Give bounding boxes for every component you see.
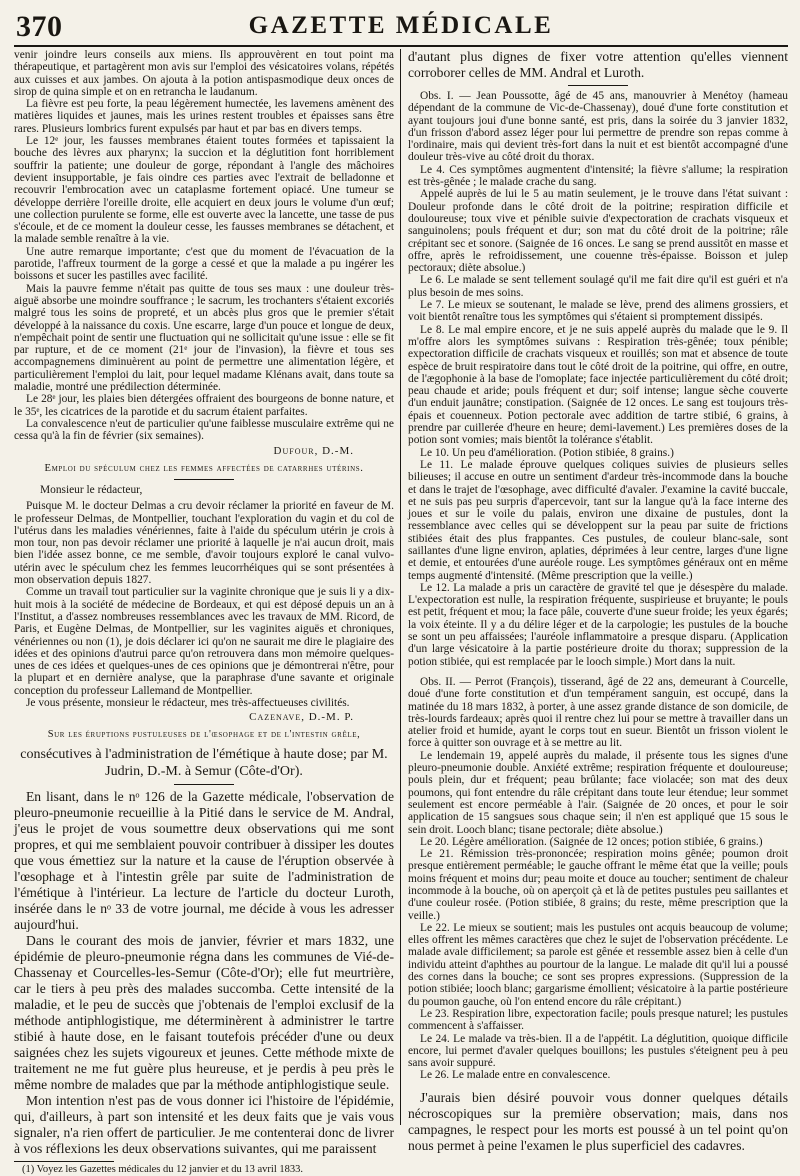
paragraph: Le 21. Rémission très-prononcée; respiration moins gênée; poumon droit presque entièrement perméable; le gauche offrant le même état que la veille; pouls moins fréquent et moins dur; peau moite et douce au toucher; sentiment de chaleur incommode à la bouche, où on aperçoit çà et là de petites pustules peu saillantes et d'une couleur rosée. (Potion stibiée, 8 grains; du reste, même prescription que la veille.): [408, 848, 788, 922]
spacer: [408, 668, 788, 676]
paragraph: Le 26. Le malade entre en convalescence.: [420, 1069, 611, 1082]
divider: [568, 85, 628, 86]
paragraph: La convalescence n'eut de particulier qu'une faiblesse musculaire extrême qui ne cessa qu'à la fin de février (six semaines).: [14, 417, 394, 443]
paragraph: En lisant, dans le nᵒ 126 de la Gazette médicale, l'observation de pleuro-pneumonie recueillie à la Pitié dans le service de M. Andral, j'eus le projet de vous soumettre deux observations qui me sont propres, et qui me semblaient pouvoir contribuer à dissiper les doutes que vous émettiez sur la nature et la cause de l'éruption observée à l'œsophage et à l'intestin grêle par suite de l'administration de l'émétique à l'intérieur. La lecture de l'article du docteur Luroth, insérée dans le nᵒ 33 de votre journal, me décide à vous les adresser aujourd'hui.: [14, 788, 394, 932]
paragraph: Le 22. Le mieux se soutient; mais les pustules ont acquis beaucoup de volume; elles offrent les mêmes caractères que chez le sujet de l'observation précédente. Le malade avale difficilement; sa parole est gênée et ressemble assez bien à celle d'un individu atteint d'aphthes au pourtour de la langue. Le malade dit qu'il lui a poussé des cornes dans la bouche; ce sont ses propres expressions. (Suppression de la potion stibiée; looch blanc; gargarisme émollient; vésicatoire à la partie postérieure du poumon gauche, où l'on entend encore du râle crépitant.): [408, 921, 788, 1008]
observation-paragraph: Obs. I. — Jean Poussotte, âgé de 45 ans, manouvrier à Menétoy (hameau dépendant de la commune de Vic-de-Chassenay), doué d'une forte constitution et ayant toujours joui d'une bonne santé, est pris, dans la soirée du 3 janvier 1832, d'un frisson d'abord assez léger pour lui permettre de prendre son repas comme à l'ordinaire, mais qui devient très-fort dans la nuit et est bientôt accompagné d'une douleur très-vive au côté droit du thorax.: [408, 90, 788, 164]
author-signature: Cazenave, D.-M. P.: [249, 711, 354, 724]
paragraph: Dans le courant des mois de janvier, février et mars 1832, une épidémie de pleuro-pneumonie régna dans les communes de Vié-de-Chassenay et Courcelles-les-Semur (Côte-d'Or); elle fut meurtrière, car le tiers à peu près des malades succomba. Cette intensité de la maladie, et le peu de succès que j'obtenais de l'emploi exclusif de la méthode antiphlogistique, me déterminèrent à administrer le tartre stibié à haute dose, en le faisant toutefois précéder d'une ou deux saignées chez les sujets vigoureux et jeunes. Cette méthode mixte de traitement ne me fut guère plus heureuse, et je perdis à peu près le même nombre de malades que par la méthode antiphlogistique seule.: [14, 932, 394, 1092]
paragraph: Mais la pauvre femme n'était pas quitte de tous ses maux : une douleur très-aiguë absorbe une moindre souffrance ; le sacrum, les trochanters s'étaient excoriés malgré tous les soins de propreté, et un abcès plus gros que le premier s'était développé à la naissance du coxis. Une escarre, large d'un pouce et longue de deux, n'empêchait point de sentir une fluctuation qui ne sollicitait qu'une issue : elle se fit par rupture, et de ce moment (21ᵉ jour de l'invasion), la fièvre et tous ses accompagnemens diminuèrent au point de permettre une alimentation légère, et particulièrement l'emploi du lait, pour lequel madame Klénans avait, dans toute sa maladie, montré une prédilection déterminée.: [14, 282, 394, 394]
paragraph: Le 20. Légère amélioration. (Saignée de 12 onces; potion stibiée, 6 grains.): [420, 835, 763, 848]
paragraph: Puisque M. le docteur Delmas a cru devoir réclamer la priorité en faveur de M. le professeur Delmas, de Montpellier, touchant l'exploration du vagin et du col de l'utérus dans les maladies vénériennes, faite à l'aide du spéculum utérin je crois à mon tour, non pas devoir réclamer une priorité à laquelle je n'ai aucun droit, mais bien l'idée assez bonne, ce me semble, d'avoir toujours exploré le canal vulvo-utérin avec le spéculum chez les femmes leucorrhéiques qui se sont présentées à mon observation depuis 1827.: [14, 500, 394, 587]
divider: [174, 479, 234, 480]
salutation: Monsieur le rédacteur,: [40, 484, 143, 496]
page-number: 370: [16, 10, 63, 43]
paragraph: Le 12ᵉ jour, les fausses membranes étaient toutes formées et tapissaient la bouche des lèvres aux pharynx; la succion et la déglutition font horriblement souffrir la patiente; une douleur de gorge, répondant à l'angle des mâchoires devient insupportable, je fais oindre ces parties avec l'extrait de belladonne et recouvrir l'embrocation avec un cataplasme fortement opiacé. Une tumeur se développe derrière l'oreille droite, elle acquiert en deux jours le volume d'un œuf; une collection purulente se forme, elle est ouverte avec la lancette, une tasse de pus s'écoule, et de ce moment la douleur cesse, les fausses membranes se détachent, et la malade semble renaître à la vie.: [14, 135, 394, 246]
paragraph: Mon intention n'est pas de vous donner ici l'histoire de l'épidémie, qui, d'ailleurs, à part son intensité et les deux faits que je vais vous signaler, n'a rien offert de particulier. Je me contenterai donc de livrer à vos réflexions les deux observations suivantes, qui me paraissent: [14, 1092, 394, 1156]
paragraph: Une autre remarque importante; c'est que du moment de l'évacuation de la parotide, l'affreux tourment de la gorge a cessé et que la malade a pu ingérer les boissons et sucer les pastilles avec facilité.: [14, 245, 394, 283]
paragraph: La fièvre est peu forte, la peau légèrement humectée, les lavemens amènent des matières liquides et jaunes, mais les urines restent troubles et épaisses sans être rares. Plusieurs lombrics furent expulsés par haut et par bas en divers temps.: [14, 98, 394, 135]
paragraph: Le 8. Le mal empire encore, et je ne suis appelé auprès du malade que le 9. Il m'offre alors les symptômes suivans : Respiration très-gênée; toux pénible; expectoration difficile de crachats visqueux et rouillés; son mat et absence de toute espèce de bruit respiratoire dans tout le côté droit de la poitrine, qui offre, en outre, de l'ægophonie à la base de l'omoplate; face injectée particulièrement du côté droit; peau chaude et aride; pouls fréquent et dur; soif intense; langue sèche couverte d'un enduit jaunâtre; constipation. (Saignée de 12 onces. Le sang est toujours très-épais et couenneux. Potion pectorale avec addition de tartre stibié, 6 grains, à prendre par cuillerée d'heure en heure; demi-lavement.) Les premières doses de la potion sont vomies; mais bientôt la tolérance s'établit.: [408, 323, 788, 447]
paragraph: Appelé auprès de lui le 5 au matin seulement, je le trouve dans l'état suivant : Douleur profonde dans le côté droit de la poitrine; respiration difficile et douloureuse; toux vive et pénible suivie d'expectoration de crachats visqueux et sanguinolens; pouls fréquent et dur; son mat du côté droit de la poitrine; râle crépitant sec et sonore. (Saignée de 16 onces. Le sang se prend aussitôt en masse et offre, après le refroidissement, une couenne très-épaisse. Boisson et julep pectoraux; diète absolue.): [408, 188, 788, 275]
right-column: [400, 49, 788, 1153]
paragraph: d'autant plus dignes de fixer votre attention qu'elles viennent corroborer celles de MM. Andral et Luroth.: [408, 49, 788, 80]
article-title-line2: consécutives à l'administration de l'émétique à haute dose; par M. Judrin, D.-M. à Semur (Côte-d'Or).: [20, 746, 388, 779]
section-title: Emploi du spéculum chez les femmes affectées de catarrhes utérins.: [44, 462, 364, 474]
footnote-rule: [14, 1161, 114, 1162]
article-title-line1: Sur les éruptions pustuleuses de l'œsophage et de l'intestin grêle,: [47, 729, 361, 741]
observation-paragraph: Obs. II. — Perrot (François), tisserand, âgé de 22 ans, demeurant à Courcelle, doué d'une forte constitution et d'un tempérament sanguin, est occupé, dans la matinée du 18 mars 1832, à porter, à une assez grande distance de son domicile, de très-lourds fardeaux; après quoi il rentre chez lui pour se mettre à travailler dans un atelier froid et humide, ayant le corps tout en sueur. Bientôt un frisson violent le force à quitter son ouvrage et à se mettre au lit.: [408, 675, 788, 750]
paragraph: Comme un travail tout particulier sur la vaginite chronique que je suis li y a dix-huit mois à la société de médecine de Bordeaux, et qui est déposé depuis un an à l'Institut, a d'assez nombreuses ressemblances avec les travaux de MM. Ricord, de Paris, et Eugène Delmas, de Montpellier, sur les vaginites aiguës et chroniques, vénériennes ou non (1), je dois déclarer ici qu'on ne saurait me dire le plagiaire des idées et des opinions d'autrui parce qu'on retrouvera dans mon mémoire quelques-unes de ces idées et quelques-unes de ces opinions que je démontrerai n'être, pour la plupart et en dernière analyse, que la paraphrase d'une savante et originale conception du professeur Lallemand de Montpellier.: [14, 586, 394, 697]
paragraph: Le 28ᵉ jour, les plaies bien détergées offraient des bourgeons de bonne nature, et le 35ᵉ, les cicatrices de la parotide et du sacrum étaient parfaites.: [14, 393, 394, 418]
paragraph: Le 7. Le mieux se soutenant, le malade se lève, prend des alimens grossiers, et voit bientôt renaître tous les symptômes qui s'étaient si promptement dissipés.: [408, 299, 788, 324]
paragraph: Le 11. Le malade éprouve quelques coliques suivies de plusieurs selles bilieuses; il accuse en outre un sentiment d'ardeur très-incommode dans la bouche et dans le trajet de l'œsophage, avec difficulté d'avaler. J'examine la cavité buccale, et ne suis pas peu surpris d'apercevoir, tant sur la langue qu'à la face interne des joues et sur le voile du palais, environ une dixaine de pustules, dont la ressemblance avec celles qui se développent sur la peau par suite de frictions stibiées était des plus frappantes. Ces pustules, de couleur blanc-sale, sont saillantes d'une ligne environ, aplaties, déprimées à leur centre, larges d'une ligne et demie, et entourées d'une auréole rouge. Les symptômes généraux ont en même temps augmenté d'intensité. (Même prescription que la veille.): [408, 458, 788, 582]
paragraph: Le 12. La malade a pris un caractère de gravité tel que je désespère du malade. L'expectoration est nulle, la respiration fréquente, suspirieuse et bruyante; le pouls est petit, fréquent et mou; la face pâle, couverte d'une sueur froide; les yeux égarés; la voix éteinte. Il y a du délire léger et de la carpologie; les pustules de la bouche se sont un peu affaissées; l'auréole inflammatoire a presque disparu. (Application d'un large vésicatoire à la partie postérieure droite du thorax; suppression de la potion stibiée, qui est remplacée par le looch simple.) Mort dans la nuit.: [408, 581, 788, 668]
paragraph: Le 24. Le malade va très-bien. Il a de l'appétit. La déglutition, quoique difficile encore, lui permet d'avaler quelques bouillons; les pustules s'éteignent peu à peu sans avoir suppuré.: [408, 1032, 788, 1070]
header-rule: [14, 45, 788, 47]
paragraph: Le 10. Un peu d'amélioration. (Potion stibiée, 8 grains.): [420, 446, 674, 459]
two-column-body: [14, 49, 788, 1175]
paragraph: Le 4. Ces symptômes augmentent d'intensité; la fièvre s'allume; la respiration est très-gênée ; le malade crache du sang.: [408, 163, 788, 189]
journal-title: GAZETTE MÉDICALE: [248, 12, 554, 39]
author-signature: Dufour, D.-M.: [273, 444, 354, 457]
paragraph: Le lendemain 19, appelé auprès du malade, il présente tous les signes d'une pleuro-pneumonie double. Anxiété extrême; respiration fréquente et douloureuse; pouls plein, dur et fréquent; peau brûlante; face violacée; son mat des deux poumons, qui font entendre du râle crépitant dans toute leur étendue; leur sommet seulement est encore perméable à l'air. (Saignée de 20 onces, et pour le soir application de 15 sangsues sous chaque sein; il n'en est appliqué que 15 sous le sein droit. Looch blanc; tisane pectorale; diète absolue.): [408, 749, 788, 836]
closing-paragraph: J'aurais bien désiré pouvoir vous donner quelques détails nécroscopiques sur la première observation; mais, dans nos campagnes, le respect pour les morts est poussé à un tel point qu'on nous permet à peine l'examen le plus superficiel des cadavres.: [408, 1089, 788, 1153]
article-title: [14, 729, 394, 780]
paragraph: venir joindre leurs conseils aux miens. Ils approuvèrent en tout point ma thérapeutique, et partagèrent mon avis sur l'emploi des vésicatoires volans, répétés aux cuisses et aux jambes. On ajouta à la potion antispasmodique deux onces de sirop de quina simple et on en retrancha le laudanum.: [14, 49, 394, 98]
divider: [174, 784, 234, 785]
left-column: [14, 49, 400, 1175]
paragraph: Le 23. Respiration libre, expectoration facile; pouls presque naturel; les pustules commencent à s'affaisser.: [408, 1007, 788, 1033]
page-header: [14, 4, 788, 48]
spacer: [408, 1082, 788, 1090]
paragraph: Je vous présente, monsieur le rédacteur, mes très-affectueuses civilités.: [26, 697, 350, 710]
footnote: (1) Voyez les Gazettes médicales du 12 janvier et du 13 avril 1833.: [22, 1163, 303, 1175]
paragraph: Le 6. Le malade se sent tellement soulagé qu'il me fait dire qu'il est guéri et n'a plus besoin de mes soins.: [408, 274, 788, 299]
